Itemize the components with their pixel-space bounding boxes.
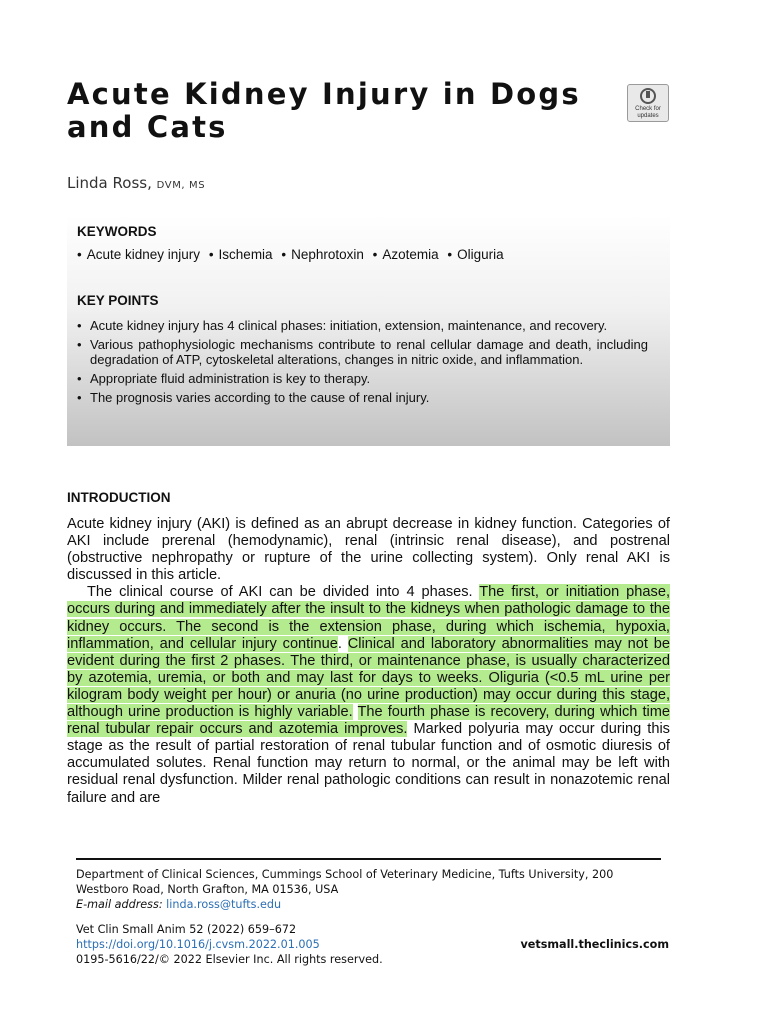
key-point-item: • Acute kidney injury has 4 clinical phases: initiation, extension, maintenance, and recovery. — [77, 319, 648, 334]
doi-link[interactable]: https://doi.org/10.1016/j.cvsm.2022.01.005 — [76, 938, 320, 951]
introduction-heading: INTRODUCTION — [67, 490, 171, 505]
journal-citation: Vet Clin Small Anim 52 (2022) 659–672 — [76, 923, 297, 936]
highlighted-text[interactable]: The first, or initiation phase, occurs during and immediately after the insult to the kidneys when pathologic damage to the kidney occurs. The second is the extension phase, during which ischemia, hypoxia, inflammation, and cellular injury continue — [67, 584, 670, 652]
key-points-list — [77, 319, 648, 410]
keyword-item: Acute kidney injury — [86, 247, 201, 262]
paragraph-1: Acute kidney injury (AKI) is defined as an abrupt decrease in kidney function. Categories of AKI include prerenal (hemodynamic), renal (intrinsic renal disease), and postrenal (obstructive nephropathy or rupture of the urine collecting system). Only renal AKI is discussed in this article. — [67, 516, 670, 584]
p2-text: . — [337, 635, 348, 652]
introduction-body — [67, 516, 670, 807]
article-title: Acute Kidney Injury in Dogs and Cats — [67, 77, 581, 144]
author-line — [67, 174, 205, 192]
key-point-item: • Various pathophysiologic mechanisms contribute to renal cellular damage and death, including degradation of ATP, cytoskeletal alterations, changes in nitric oxide, and inflammation. — [77, 338, 648, 367]
key-point-item: • Appropriate fluid administration is key to therapy. — [77, 372, 648, 387]
author-degrees: DVM, MS — [156, 180, 206, 191]
keywords-heading: KEYWORDS — [77, 224, 157, 239]
badge-label: Check for updates — [635, 106, 661, 119]
bullet-icon: • — [281, 247, 287, 262]
key-points-heading: KEY POINTS — [77, 293, 159, 308]
email-label: E-mail address: — [76, 898, 163, 911]
check-for-updates-badge[interactable] — [627, 84, 669, 122]
bullet-icon: • — [77, 247, 82, 262]
p2-text — [353, 704, 358, 720]
keyword-item: Ischemia — [218, 247, 273, 262]
citation-block — [76, 922, 383, 967]
key-point-item: • The prognosis varies according to the cause of renal injury. — [77, 391, 648, 406]
keyword-item: Oliguria — [457, 247, 504, 262]
affiliation-text: Department of Clinical Sciences, Cummings School of Veterinary Medicine, Tufts University, 200 Westboro Road, North Grafton, MA 01536, USA — [76, 868, 614, 896]
paragraph-2 — [67, 584, 670, 806]
p2-lead: The clinical course of AKI can be divided into 4 phases. — [87, 584, 480, 601]
copyright: 0195-5616/22/© 2022 Elsevier Inc. All rights reserved. — [76, 953, 383, 966]
bullet-icon: • — [372, 247, 378, 262]
p2-tail: Marked polyuria may occur during this stage as the result of partial restoration of renal tubular function and of osmotic diuresis of accumulated solutes. Renal function may return to normal, or the animal may be left with residual renal dysfunction. Milder renal pathologic conditions can result in nonazotemic renal failure and are — [67, 721, 670, 806]
bullet-icon: • — [447, 247, 453, 262]
keyword-item: Nephrotoxin — [291, 247, 364, 262]
affiliation — [76, 867, 666, 912]
highlighted-text[interactable]: The fourth phase is recovery, during which time renal tubular repair occurs and azotemia improves. — [67, 704, 671, 738]
keyword-item: Azotemia — [382, 247, 439, 262]
journal-site-link[interactable]: vetsmall.theclinics.com — [520, 938, 669, 951]
footer-divider — [76, 858, 661, 860]
keywords-keypoints-box — [67, 215, 670, 446]
email-link[interactable]: linda.ross@tufts.edu — [166, 898, 282, 911]
update-ring-icon — [640, 88, 656, 104]
bullet-icon: • — [208, 247, 214, 262]
author-name: Linda Ross, — [67, 174, 152, 192]
keywords-list — [77, 247, 504, 262]
highlighted-text[interactable]: Clinical and laboratory abnormalities may not be evident during the first 2 phases. The third, or maintenance phase, is usually characterized by azotemia, uremia, or both and may last for days to weeks. Oliguria (<0.5 mL urine per kilogram body weight per hour) or anuria (no urine production) may occur during this stage, although urine production is highly variable. — [67, 635, 670, 721]
